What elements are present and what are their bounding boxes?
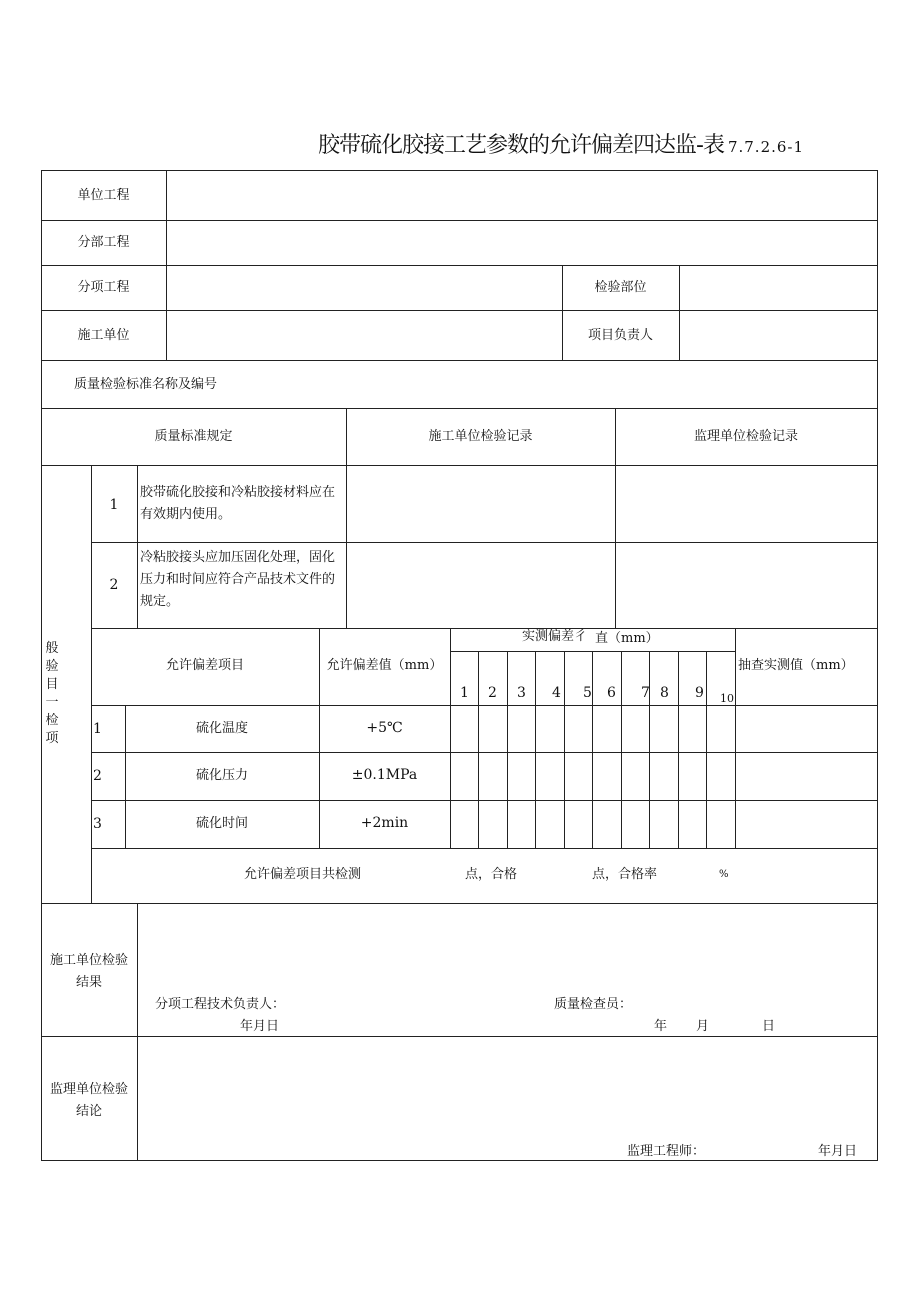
point-number: 7 bbox=[641, 685, 650, 701]
supervision-record-header: 监理单位检验记录 bbox=[693, 429, 798, 444]
divider bbox=[535, 651, 536, 848]
border-left bbox=[41, 170, 42, 1161]
standard-name-label: 质量检验标准名称及编号 bbox=[74, 377, 218, 392]
date-label: 年月日 bbox=[240, 1019, 280, 1034]
divider bbox=[41, 465, 878, 466]
divider bbox=[621, 651, 622, 848]
item-text: 胶带硫化胶接和冷粘胶接材料应在有效期内使用。 bbox=[140, 485, 336, 522]
point-number: 9 bbox=[695, 685, 704, 701]
divider bbox=[649, 651, 650, 848]
divider bbox=[41, 1036, 878, 1037]
deviation-value-header: 允许偏差值（mm） bbox=[326, 658, 443, 673]
deviation-value: ±0.1MPa bbox=[351, 767, 418, 783]
item-project-label: 分项工程 bbox=[77, 280, 130, 295]
point-number: 2 bbox=[488, 685, 497, 701]
sample-value-header: 抽查实测值（mm） bbox=[738, 658, 854, 673]
divider bbox=[678, 651, 679, 848]
construction-result-label: 施工单位检验结果 bbox=[49, 953, 128, 990]
divider bbox=[137, 903, 138, 1161]
border-right bbox=[877, 170, 878, 1161]
divider bbox=[679, 265, 680, 360]
inspection-form bbox=[41, 170, 878, 1161]
point-number: 3 bbox=[517, 685, 526, 701]
date-year: 年 bbox=[654, 1019, 668, 1034]
divider bbox=[41, 408, 878, 409]
row-number: 1 bbox=[93, 721, 102, 737]
summary-text: 点，合格率 bbox=[592, 867, 658, 882]
row-number: 3 bbox=[93, 816, 102, 832]
supervision-conclusion-label: 监理单位检验结论 bbox=[49, 1082, 128, 1119]
item-number: 1 bbox=[109, 497, 119, 513]
divider bbox=[91, 752, 878, 753]
construction-unit-label: 施工单位 bbox=[77, 328, 130, 343]
summary-text: 点，合格 bbox=[465, 867, 518, 882]
divider bbox=[91, 705, 878, 706]
measured-header-unit: 直（mm） bbox=[595, 631, 659, 646]
point-number: 1 bbox=[460, 685, 469, 701]
point-number: 10 bbox=[720, 692, 734, 705]
inspector-label: 质量检查员： bbox=[554, 997, 633, 1012]
inspection-location-label: 检验部位 bbox=[594, 280, 647, 295]
divider bbox=[706, 651, 707, 848]
date-label: 年月日 bbox=[818, 1144, 858, 1159]
divider bbox=[91, 848, 878, 849]
divider bbox=[507, 651, 508, 848]
unit-project-label: 单位工程 bbox=[77, 188, 130, 203]
deviation-item-name: 硫化压力 bbox=[195, 768, 248, 783]
divider bbox=[91, 628, 878, 629]
divider bbox=[41, 360, 878, 361]
tech-lead-label: 分项工程技术负责人： bbox=[155, 997, 286, 1012]
summary-text: 允许偏差项目共检测 bbox=[244, 867, 362, 882]
divider bbox=[91, 465, 92, 903]
deviation-item-header: 允许偏差项目 bbox=[165, 658, 244, 673]
general-items-label: 般验目一检项 bbox=[45, 641, 59, 746]
point-number: 8 bbox=[660, 685, 669, 701]
date-day: 日 bbox=[762, 1019, 776, 1034]
title-text: 胶带硫化胶接工艺参数的允许偏差四达监-表 bbox=[318, 133, 724, 158]
item-text: 冷粘胶接头应加压固化处理，固化压力和时间应符合产品技术文件的规定。 bbox=[140, 550, 336, 609]
divider bbox=[137, 465, 138, 628]
point-number: 5 bbox=[583, 685, 592, 701]
divider bbox=[166, 170, 167, 360]
point-number: 6 bbox=[607, 685, 616, 701]
divider bbox=[41, 903, 878, 904]
deviation-value: +2min bbox=[360, 815, 409, 831]
divider bbox=[564, 651, 565, 848]
date-month: 月 bbox=[696, 1019, 710, 1034]
sub-project-label: 分部工程 bbox=[77, 235, 130, 250]
divider bbox=[450, 628, 451, 848]
summary-percent: % bbox=[719, 869, 729, 880]
divider bbox=[91, 542, 878, 543]
form-code: 7.7.2.6-1 bbox=[727, 138, 805, 156]
construction-record-header: 施工单位检验记录 bbox=[428, 429, 533, 444]
divider bbox=[735, 628, 736, 848]
divider bbox=[592, 651, 593, 848]
point-number: 4 bbox=[552, 685, 561, 701]
form-title bbox=[318, 128, 804, 159]
border-bottom bbox=[41, 1160, 878, 1161]
row-number: 2 bbox=[93, 768, 102, 784]
engineer-label: 监理工程师： bbox=[627, 1144, 706, 1159]
divider bbox=[478, 651, 479, 848]
divider bbox=[91, 800, 878, 801]
project-manager-label: 项目负责人 bbox=[587, 328, 653, 343]
deviation-value: +5℃ bbox=[366, 720, 403, 736]
deviation-item-name: 硫化时间 bbox=[195, 816, 248, 831]
deviation-item-name: 硫化温度 bbox=[195, 721, 248, 736]
quality-standard-header: 质量标准规定 bbox=[154, 429, 233, 444]
measured-header: 实测偏差彳 bbox=[522, 629, 588, 644]
item-number: 2 bbox=[109, 577, 119, 593]
